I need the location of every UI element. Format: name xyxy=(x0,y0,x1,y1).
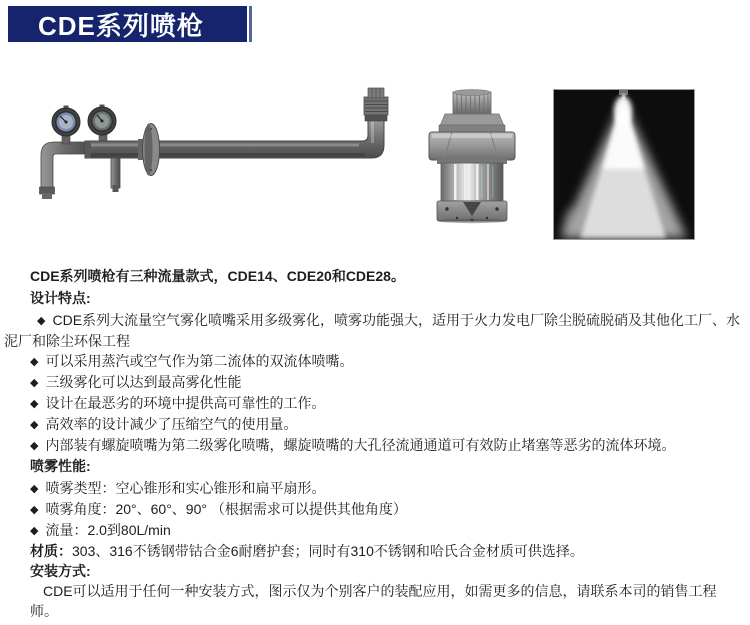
diamond-bullet: ◆ xyxy=(30,377,39,389)
spray-performance-heading: 喷雾性能: xyxy=(30,458,91,474)
product-description xyxy=(4,266,742,621)
material-label: 材质： xyxy=(30,543,72,559)
diamond-bullet: ◆ xyxy=(30,440,39,452)
collar-band xyxy=(439,125,505,132)
installation-heading: 安装方式: xyxy=(30,563,91,579)
performance-item: ◆ 喷雾角度：20°、60°、90° （根据需求可以提供其他角度） xyxy=(30,501,407,517)
shoulder-collar xyxy=(440,114,504,126)
diamond-bullet: ◆ xyxy=(30,504,39,516)
page-title: CDE系列喷枪 xyxy=(38,10,204,41)
diamond-bullet: ◆ xyxy=(30,356,39,368)
design-features-heading: 设计特点: xyxy=(30,290,91,306)
nozzle-body-cylinder xyxy=(441,163,503,201)
banner-accent-bar xyxy=(249,6,252,42)
diamond-bullet: ◆ xyxy=(37,315,46,327)
diamond-bullet: ◆ xyxy=(30,398,39,410)
feature-item: ◆ CDE系列大流量空气雾化喷嘴采用多级雾化，喷雾功能强大，适用于火力发电厂除尘脱硫脱硝及其他化工厂、水泥厂和除尘环保工程 xyxy=(4,312,741,349)
spray-pattern-photo xyxy=(553,89,695,240)
intro-line: CDE系列喷枪有三种流量款式，CDE14、CDE20和CDE28。 xyxy=(30,268,405,284)
feature-item: ◆ 三级雾化可以达到最高雾化性能 xyxy=(30,374,242,390)
knurled-cap xyxy=(453,90,491,115)
feature-item: ◆ 内部装有螺旋喷嘴为第二级雾化喷嘴，螺旋喷嘴的大孔径流通通道可有效防止堵塞等恶劣的流体环境。 xyxy=(30,437,676,453)
diamond-bullet: ◆ xyxy=(30,525,39,537)
feature-item: ◆ 可以采用蒸汽或空气作为第二流体的双流体喷嘴。 xyxy=(30,353,354,369)
feature-item: ◆ 高效率的设计减少了压缩空气的使用量。 xyxy=(30,416,298,432)
mid-stem-pipe xyxy=(111,158,120,192)
mounting-flange xyxy=(138,124,160,176)
material-line: 材质：303、316不锈钢带钴合金6耐磨护套；同时有310不锈钢和哈氏合金材质可供选择。 xyxy=(30,543,584,559)
spray-performance-list xyxy=(30,478,742,541)
design-features-list xyxy=(4,310,742,456)
pressure-gauge-icon xyxy=(88,105,116,136)
feature-item: ◆ 设计在最恶劣的环境中提供高可靠性的工作。 xyxy=(30,395,326,411)
main-lance-pipe xyxy=(85,119,384,158)
left-feed-pipe xyxy=(40,142,88,199)
lance-product-photo xyxy=(25,85,400,205)
diamond-bullet: ◆ xyxy=(30,483,39,495)
diamond-bullet: ◆ xyxy=(30,419,39,431)
nozzle-product-photo xyxy=(424,88,520,236)
installation-note: CDE可以适用于任何一种安装方式，图示仅为个别客户的装配应用，如需更多的信息，请联系本司的销售工程师。 xyxy=(30,583,717,619)
nozzle-tip-face xyxy=(437,201,507,223)
hex-union-nut xyxy=(429,132,515,164)
page-title-banner xyxy=(8,6,247,42)
performance-item: ◆ 流量：2.0到80L/min xyxy=(30,522,171,538)
threaded-inlet-fitting xyxy=(364,88,388,121)
pressure-gauge-icon xyxy=(52,106,80,137)
performance-item: ◆ 喷雾类型：空心锥形和实心锥形和扁平扇形。 xyxy=(30,480,326,496)
